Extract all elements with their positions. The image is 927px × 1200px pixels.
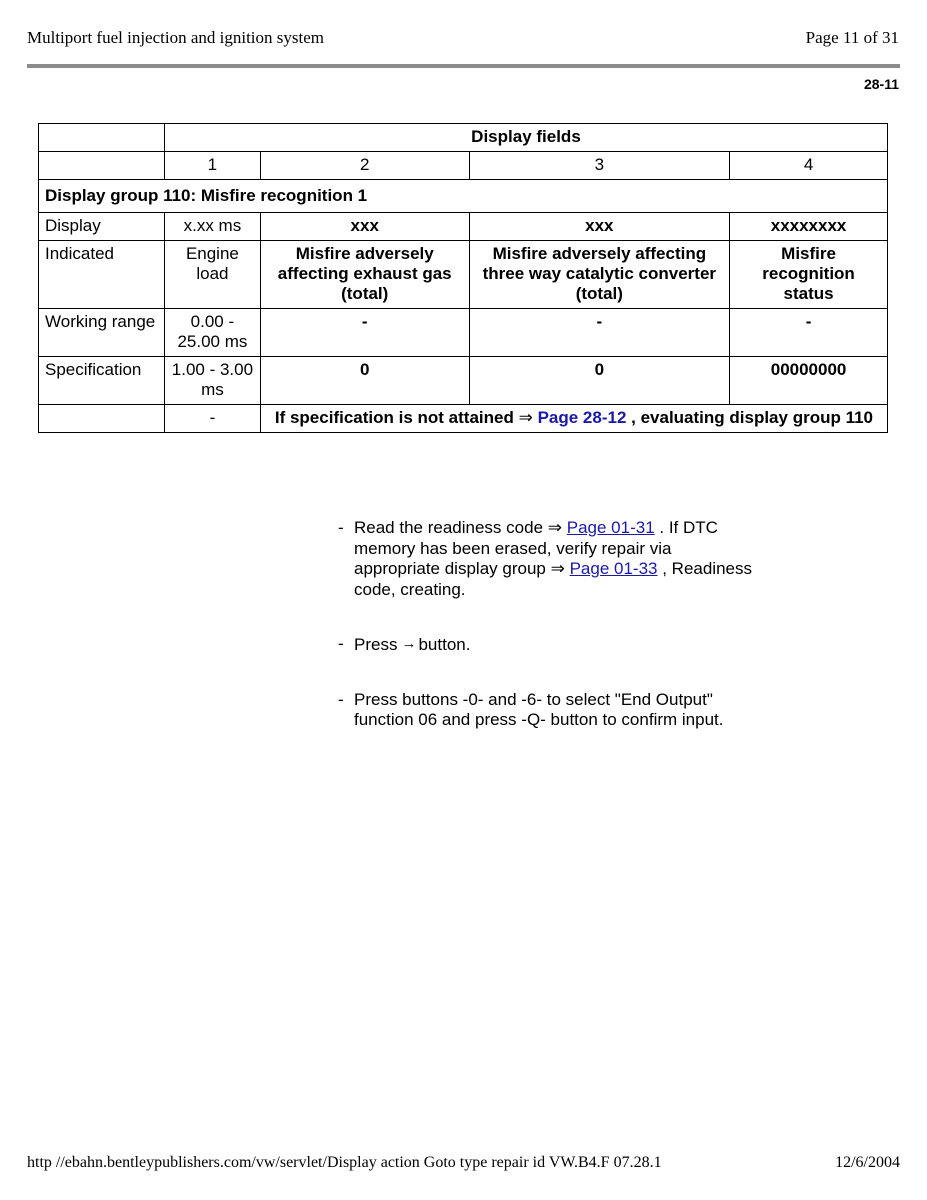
specification-note: [260, 405, 887, 433]
row-label: Display: [39, 213, 165, 241]
table-row: [39, 405, 888, 433]
empty-corner-cell: [39, 124, 165, 152]
arrow-icon: ⇒: [518, 408, 533, 427]
footer-url: http //ebahn.bentleypublishers.com/vw/servlet/Display action Goto type repair id VW.B4.F 07.28.1: [27, 1154, 662, 1171]
table-cell: -: [164, 405, 260, 433]
procedure-steps: [338, 518, 758, 765]
page-footer: [27, 1154, 900, 1172]
group-title-row: [39, 180, 888, 213]
field-number: 3: [469, 152, 730, 180]
list-item: [338, 634, 758, 656]
step-text: button.: [418, 635, 471, 654]
table-cell: -: [260, 309, 469, 357]
step-text: Read the readiness code: [354, 518, 544, 537]
table-cell: 1.00 - 3.00 ms: [164, 357, 260, 405]
empty-cell: [39, 152, 165, 180]
table-cell: xxx: [260, 213, 469, 241]
page-01-31-link[interactable]: Page 01-31: [566, 518, 655, 537]
step-text: Press buttons -0- and -6- to select "End Output" function 06 and press -Q- button to confirm input.: [354, 689, 724, 729]
document-title: Multiport fuel injection and ignition system: [27, 28, 324, 47]
step-text: . If DTC memory has been erased, verify repair via appropriate display group: [354, 518, 718, 578]
field-numbers-row: [39, 152, 888, 180]
step-text: , Readiness code, creating.: [354, 559, 752, 599]
arrow-icon: ⇒: [550, 559, 565, 578]
note-text: If specification is not attained: [274, 408, 514, 427]
table-cell: 00000000: [730, 357, 888, 405]
arrow-icon: ⇒: [547, 518, 563, 537]
table-cell: Engine load: [164, 241, 260, 309]
table-cell: Misfire adversely affecting exhaust gas (total): [260, 241, 469, 309]
step-text: Press: [354, 635, 398, 654]
table-cell: 0.00 - 25.00 ms: [164, 309, 260, 357]
right-arrow-icon: →: [401, 635, 417, 652]
table-cell: xxxxxxxx: [730, 213, 888, 241]
bullet-dash: -: [338, 518, 344, 537]
page-01-33-link[interactable]: Page 01-33: [569, 559, 658, 578]
field-number: 1: [164, 152, 260, 180]
page-number: Page 11 of 31: [805, 28, 899, 47]
page-28-12-link[interactable]: Page 28-12: [537, 408, 627, 427]
list-item: [338, 518, 758, 600]
table-row: [39, 213, 888, 241]
table-cell: Misfire recognition status: [730, 241, 888, 309]
table-header-row: [39, 124, 888, 152]
table-cell: xxx: [469, 213, 730, 241]
header-divider: [27, 64, 900, 68]
table-cell: -: [469, 309, 730, 357]
field-number: 4: [730, 152, 888, 180]
display-group-table: [38, 123, 888, 433]
bullet-dash: -: [338, 689, 344, 709]
section-code: 28-11: [863, 76, 899, 92]
table-row: [39, 241, 888, 309]
list-item: [338, 690, 758, 731]
display-group-title: Display group 110: Misfire recognition 1: [39, 180, 888, 213]
row-label: Specification: [39, 357, 165, 405]
row-label: Working range: [39, 309, 165, 357]
table-cell: Misfire adversely affecting three way catalytic converter (total): [469, 241, 730, 309]
row-label: Indicated: [39, 241, 165, 309]
table-cell: 0: [260, 357, 469, 405]
table-cell: 0: [469, 357, 730, 405]
note-text: , evaluating display group 110: [631, 408, 873, 427]
table-row: [39, 357, 888, 405]
table-row: [39, 309, 888, 357]
bullet-dash: -: [338, 634, 344, 653]
field-number: 2: [260, 152, 469, 180]
table-cell: -: [730, 309, 888, 357]
table-cell: x.xx ms: [164, 213, 260, 241]
display-fields-header: Display fields: [164, 124, 887, 152]
footer-date: 12/6/2004: [835, 1154, 900, 1171]
empty-cell: [39, 405, 165, 433]
